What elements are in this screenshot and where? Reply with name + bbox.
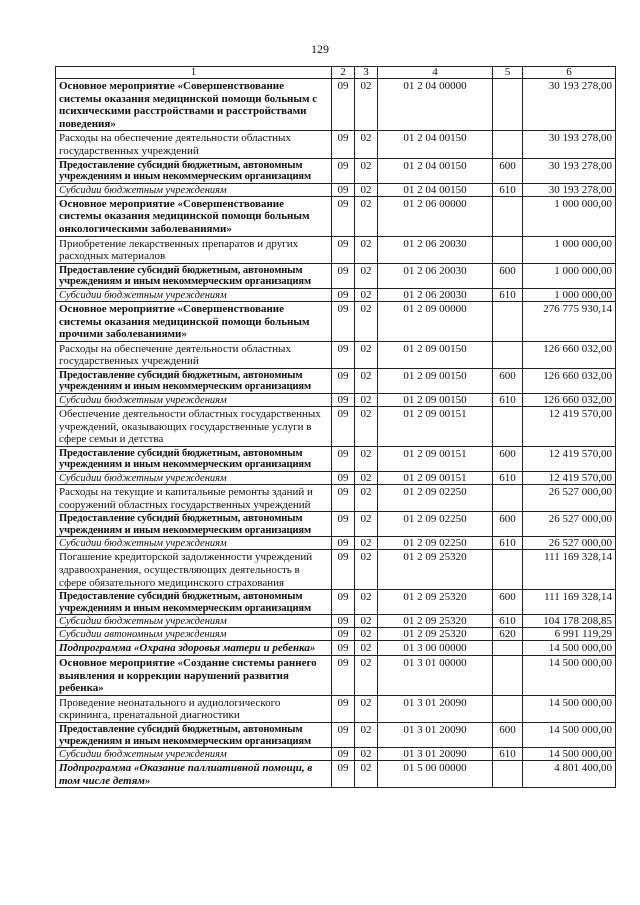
subsection-code: 02 [355,655,378,695]
target-article-code: 01 2 09 25320 [378,550,493,590]
expense-type-code [493,196,523,236]
target-article-code: 01 2 04 00150 [378,183,493,196]
table-row [56,655,616,695]
expense-type-code: 600 [493,722,523,747]
section-code: 09 [332,394,355,407]
table-row [56,628,616,641]
table-row [56,394,616,407]
column-header: 3 [355,67,378,79]
section-code: 09 [332,615,355,628]
amount: 26 527 000,00 [523,485,616,512]
section-code: 09 [332,288,355,301]
target-article-code: 01 2 04 00150 [378,158,493,183]
row-name: Расходы на обеспечение деятельности областных государственных учреждений [56,131,332,158]
amount: 14 500 000,00 [523,655,616,695]
row-name: Проведение неонатального и аудиологического скрининга, пренатальной диагностики [56,695,332,722]
section-code: 09 [332,512,355,537]
target-article-code: 01 2 09 00150 [378,368,493,393]
column-header: 2 [332,67,355,79]
subsection-code: 02 [355,722,378,747]
section-code: 09 [332,158,355,183]
section-code: 09 [332,79,355,131]
target-article-code: 01 2 06 20030 [378,236,493,263]
target-article-code: 01 2 09 00151 [378,472,493,485]
subsection-code: 02 [355,512,378,537]
table-row [56,512,616,537]
target-article-code: 01 2 09 00151 [378,407,493,447]
expense-type-code: 610 [493,537,523,550]
table-row [56,301,616,341]
amount: 276 775 930,14 [523,301,616,341]
target-article-code: 01 2 06 00000 [378,196,493,236]
section-code: 09 [332,131,355,158]
target-article-code: 01 3 01 20090 [378,722,493,747]
budget-table [55,66,616,788]
amount: 26 527 000,00 [523,512,616,537]
table-row [56,236,616,263]
expense-type-code: 620 [493,628,523,641]
subsection-code: 02 [355,550,378,590]
target-article-code: 01 2 09 25320 [378,590,493,615]
table-row [56,590,616,615]
row-name: Обеспечение деятельности областных государственных учреждений, оказывающих государственные услуги в сфере семьи и детства [56,407,332,447]
amount: 104 178 208,85 [523,615,616,628]
section-code: 09 [332,446,355,471]
row-name: Приобретение лекарственных препаратов и других расходных материалов [56,236,332,263]
expense-type-code [493,695,523,722]
table-row [56,263,616,288]
column-header: 5 [493,67,523,79]
amount: 126 660 032,00 [523,341,616,368]
expense-type-code [493,485,523,512]
row-name: Расходы на текущие и капитальные ремонты зданий и сооружений областных государственных учреждений [56,485,332,512]
target-article-code: 01 2 04 00000 [378,79,493,131]
subsection-code: 02 [355,131,378,158]
target-article-code: 01 3 01 00000 [378,655,493,695]
expense-type-code [493,641,523,656]
section-code: 09 [332,472,355,485]
target-article-code: 01 2 09 25320 [378,628,493,641]
row-name: Основное мероприятие «Совершенствование системы оказания медицинской помощи больным с психическими расстройствами и расстройствами поведения» [56,79,332,131]
target-article-code: 01 2 06 20030 [378,263,493,288]
target-article-code: 01 2 04 00150 [378,131,493,158]
expense-type-code [493,341,523,368]
section-code: 09 [332,407,355,447]
section-code: 09 [332,590,355,615]
section-code: 09 [332,628,355,641]
amount: 111 169 328,14 [523,550,616,590]
amount: 1 000 000,00 [523,196,616,236]
expense-type-code [493,407,523,447]
table-row [56,341,616,368]
table-row [56,761,616,788]
section-code: 09 [332,550,355,590]
row-name: Предоставление субсидий бюджетным, автономным учреждениям и иным некоммерческим организациям [56,158,332,183]
table-row [56,550,616,590]
subsection-code: 02 [355,537,378,550]
expense-type-code [493,761,523,788]
table-row [56,79,616,131]
expense-type-code [493,236,523,263]
row-name: Предоставление субсидий бюджетным, автономным учреждениям и иным некоммерческим организациям [56,590,332,615]
amount: 14 500 000,00 [523,695,616,722]
table-row [56,695,616,722]
subsection-code: 02 [355,236,378,263]
target-article-code: 01 3 01 20090 [378,695,493,722]
table-row [56,446,616,471]
amount: 14 500 000,00 [523,748,616,761]
section-code: 09 [332,485,355,512]
row-name: Субсидии бюджетным учреждениям [56,615,332,628]
target-article-code: 01 3 01 20090 [378,748,493,761]
target-article-code: 01 2 09 02250 [378,512,493,537]
subsection-code: 02 [355,590,378,615]
expense-type-code: 600 [493,368,523,393]
section-code: 09 [332,341,355,368]
subsection-code: 02 [355,368,378,393]
amount: 6 991 119,29 [523,628,616,641]
section-code: 09 [332,183,355,196]
subsection-code: 02 [355,407,378,447]
amount: 1 000 000,00 [523,236,616,263]
amount: 30 193 278,00 [523,183,616,196]
subsection-code: 02 [355,341,378,368]
row-name: Подпрограмма «Охрана здоровья матери и ребенка» [56,641,332,656]
section-code: 09 [332,537,355,550]
expense-type-code: 610 [493,394,523,407]
section-code: 09 [332,368,355,393]
subsection-code: 02 [355,263,378,288]
subsection-code: 02 [355,628,378,641]
subsection-code: 02 [355,301,378,341]
expense-type-code [493,655,523,695]
section-code: 09 [332,301,355,341]
subsection-code: 02 [355,288,378,301]
expense-type-code [493,131,523,158]
expense-type-code: 610 [493,183,523,196]
target-article-code: 01 2 09 00151 [378,446,493,471]
section-code: 09 [332,695,355,722]
row-name: Основное мероприятие «Совершенствование системы оказания медицинской помощи больным прочими заболеваниями» [56,301,332,341]
table-row [56,748,616,761]
row-name: Основное мероприятие «Создание системы раннего выявления и коррекции нарушений развития ребенка» [56,655,332,695]
expense-type-code: 610 [493,288,523,301]
row-name: Субсидии бюджетным учреждениям [56,288,332,301]
amount: 14 500 000,00 [523,722,616,747]
subsection-code: 02 [355,761,378,788]
row-name: Погашение кредиторской задолженности учреждений здравоохранения, осуществляющих деятельность в сфере обязательного медицинского страхования [56,550,332,590]
amount: 14 500 000,00 [523,641,616,656]
subsection-code: 02 [355,748,378,761]
amount: 30 193 278,00 [523,131,616,158]
table-row [56,472,616,485]
section-code: 09 [332,196,355,236]
row-name: Предоставление субсидий бюджетным, автономным учреждениям и иным некоммерческим организациям [56,446,332,471]
row-name: Предоставление субсидий бюджетным, автономным учреждениям и иным некоммерческим организациям [56,722,332,747]
expense-type-code [493,550,523,590]
section-code: 09 [332,748,355,761]
page-number: 129 [311,42,329,56]
expense-type-code: 600 [493,590,523,615]
amount: 1 000 000,00 [523,263,616,288]
table-row [56,537,616,550]
amount: 12 419 570,00 [523,472,616,485]
subsection-code: 02 [355,695,378,722]
row-name: Подпрограмма «Оказание паллиативной помощи, в том числе детям» [56,761,332,788]
table-row [56,183,616,196]
table-row [56,158,616,183]
amount: 126 660 032,00 [523,368,616,393]
target-article-code: 01 2 09 00150 [378,341,493,368]
row-name: Предоставление субсидий бюджетным, автономным учреждениям и иным некоммерческим организациям [56,263,332,288]
subsection-code: 02 [355,615,378,628]
table-row [56,615,616,628]
section-code: 09 [332,761,355,788]
amount: 30 193 278,00 [523,79,616,131]
amount: 30 193 278,00 [523,158,616,183]
amount: 4 801 400,00 [523,761,616,788]
section-code: 09 [332,641,355,656]
table-row [56,196,616,236]
row-name: Предоставление субсидий бюджетным, автономным учреждениям и иным некоммерческим организациям [56,368,332,393]
row-name: Субсидии бюджетным учреждениям [56,183,332,196]
row-name: Основное мероприятие «Совершенствование системы оказания медицинской помощи больным онкологическими заболеваниями» [56,196,332,236]
expense-type-code: 600 [493,446,523,471]
subsection-code: 02 [355,158,378,183]
subsection-code: 02 [355,641,378,656]
amount: 26 527 000,00 [523,537,616,550]
subsection-code: 02 [355,394,378,407]
row-name: Субсидии бюджетным учреждениям [56,748,332,761]
amount: 126 660 032,00 [523,394,616,407]
expense-type-code: 610 [493,748,523,761]
subsection-code: 02 [355,79,378,131]
subsection-code: 02 [355,196,378,236]
section-code: 09 [332,236,355,263]
table-row [56,722,616,747]
table-row [56,641,616,656]
expense-type-code [493,79,523,131]
expense-type-code: 610 [493,615,523,628]
row-name: Субсидии автономным учреждениям [56,628,332,641]
target-article-code: 01 2 06 20030 [378,288,493,301]
expense-type-code: 600 [493,512,523,537]
amount: 12 419 570,00 [523,446,616,471]
row-name: Расходы на обеспечение деятельности областных государственных учреждений [56,341,332,368]
row-name: Предоставление субсидий бюджетным, автономным учреждениям и иным некоммерческим организациям [56,512,332,537]
row-name: Субсидии бюджетным учреждениям [56,472,332,485]
amount: 1 000 000,00 [523,288,616,301]
column-header: 1 [56,67,332,79]
subsection-code: 02 [355,183,378,196]
section-code: 09 [332,722,355,747]
row-name: Субсидии бюджетным учреждениям [56,394,332,407]
table-row [56,407,616,447]
table-row [56,288,616,301]
row-name: Субсидии бюджетным учреждениям [56,537,332,550]
table-row [56,368,616,393]
column-header: 4 [378,67,493,79]
table-header-row [56,67,616,79]
target-article-code: 01 5 00 00000 [378,761,493,788]
expense-type-code [493,301,523,341]
target-article-code: 01 2 09 00000 [378,301,493,341]
amount: 12 419 570,00 [523,407,616,447]
expense-type-code: 600 [493,263,523,288]
expense-type-code: 600 [493,158,523,183]
target-article-code: 01 2 09 00150 [378,394,493,407]
target-article-code: 01 3 00 00000 [378,641,493,656]
section-code: 09 [332,655,355,695]
amount: 111 169 328,14 [523,590,616,615]
subsection-code: 02 [355,485,378,512]
expense-type-code: 610 [493,472,523,485]
column-header: 6 [523,67,616,79]
subsection-code: 02 [355,472,378,485]
subsection-code: 02 [355,446,378,471]
target-article-code: 01 2 09 02250 [378,537,493,550]
target-article-code: 01 2 09 25320 [378,615,493,628]
target-article-code: 01 2 09 02250 [378,485,493,512]
section-code: 09 [332,263,355,288]
table-row [56,131,616,158]
table-row [56,485,616,512]
